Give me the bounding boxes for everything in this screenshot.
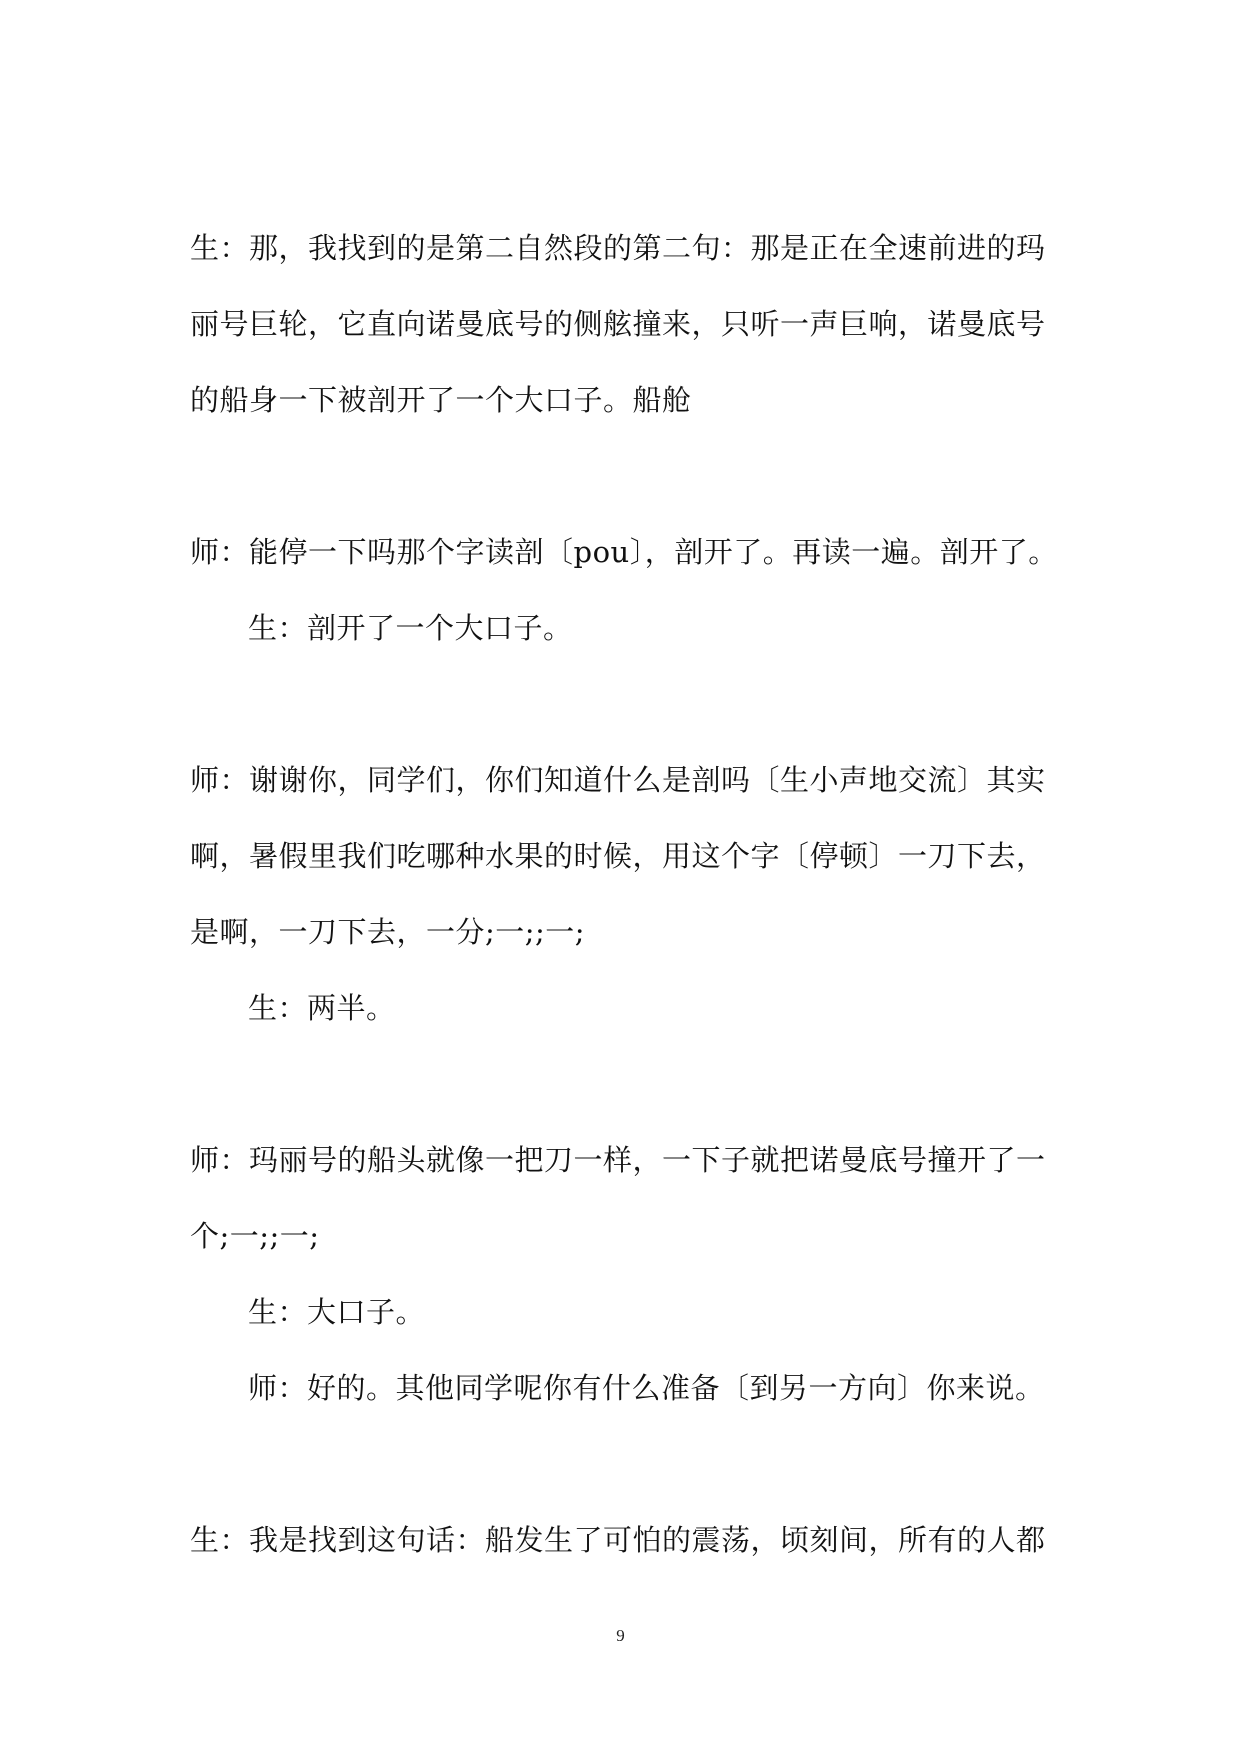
text-line-10: 师：玛丽号的船头就像一把刀一样，一下子就把诺曼底号撞开了一 — [190, 1143, 1046, 1177]
text-line-8: 是啊，一刀下去，一分;一;;一; — [190, 915, 586, 949]
text-line-4: 师：能停一下吗那个字读剖〔pou〕，剖开了。再读一遍。剖开了。 — [190, 535, 1058, 569]
text-line-14: 生：我是找到这句话：船发生了可怕的震荡，顷刻间，所有的人都 — [190, 1523, 1046, 1557]
text-line-1: 生：那，我找到的是第二自然段的第二句：那是正在全速前进的玛 — [190, 231, 1046, 265]
text-line-11: 个;一;;一; — [190, 1219, 320, 1253]
text-line-3: 的船身一下被剖开了一个大口子。船舱 — [190, 383, 692, 417]
text-line-13: 师：好的。其他同学呢你有什么准备〔到另一方向〕你来说。 — [248, 1371, 1045, 1405]
text-line-5: 生：剖开了一个大口子。 — [248, 611, 573, 645]
text-line-9: 生：两半。 — [248, 991, 396, 1025]
text-line-12: 生：大口子。 — [248, 1295, 426, 1329]
text-line-6: 师：谢谢你，同学们，你们知道什么是剖吗〔生小声地交流〕其实 — [190, 763, 1046, 797]
text-line-7: 啊，暑假里我们吃哪种水果的时候，用这个字〔停顿〕一刀下去， — [190, 839, 1046, 873]
text-line-2: 丽号巨轮，它直向诺曼底号的侧舷撞来，只听一声巨响，诺曼底号 — [190, 307, 1046, 341]
page-number: 9 — [616, 1626, 625, 1645]
